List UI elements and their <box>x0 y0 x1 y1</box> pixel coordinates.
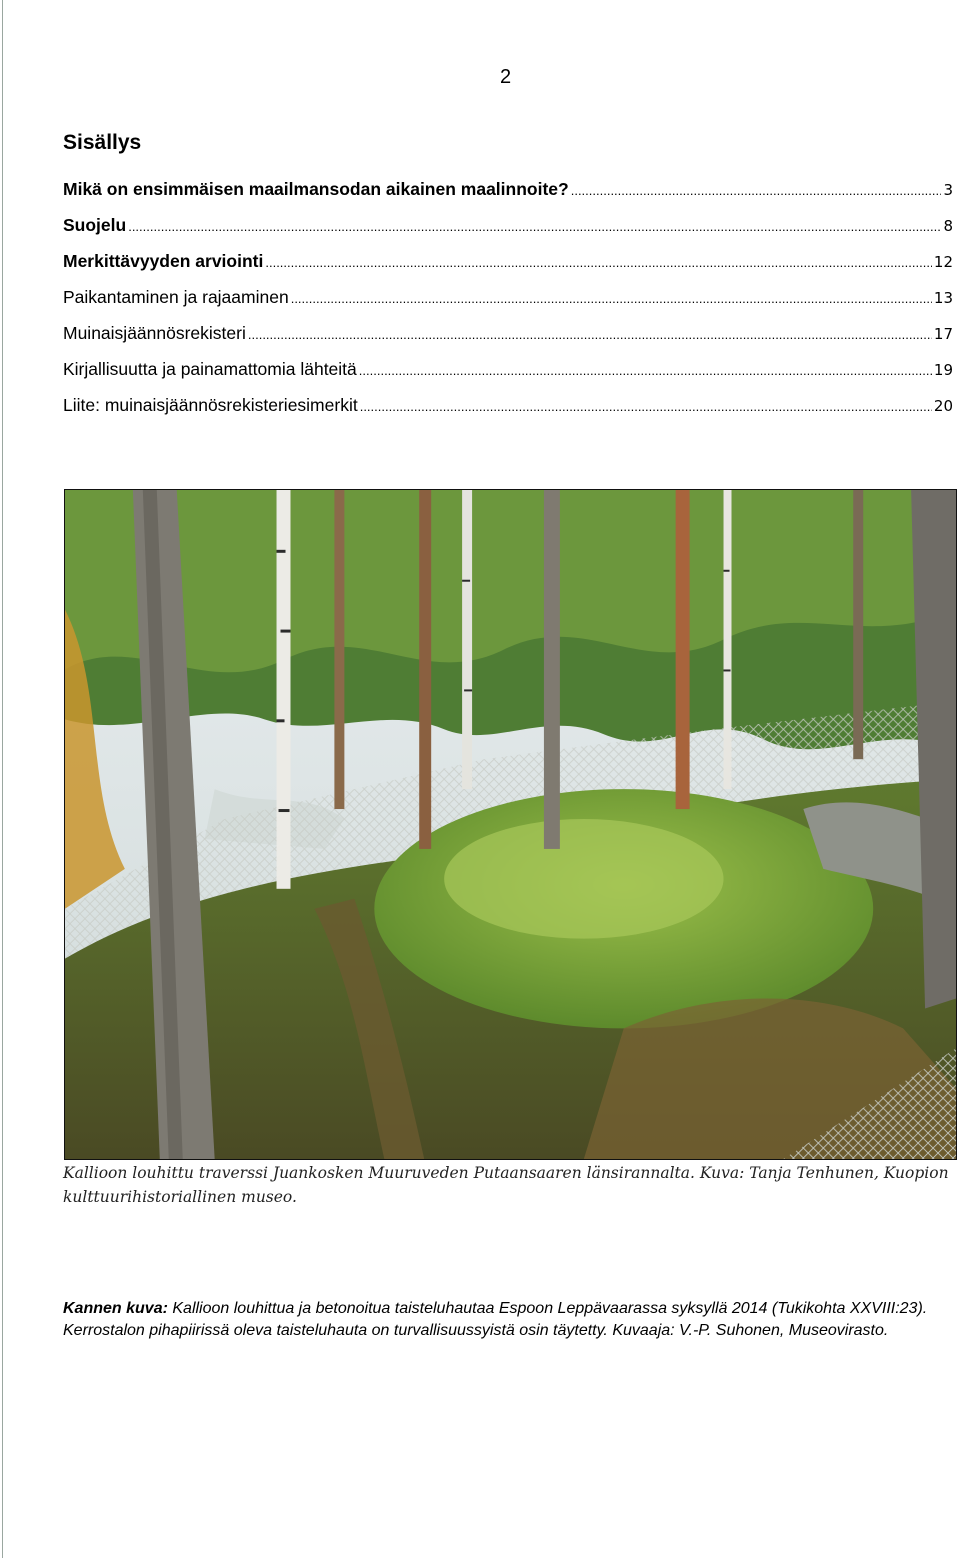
toc-entry-title: Paikantaminen ja rajaaminen <box>63 287 289 307</box>
toc-dot-leader <box>291 291 932 306</box>
cover-photo-caption <box>63 1298 953 1342</box>
toc-entry-page: 13 <box>933 289 953 307</box>
cover-caption-lead: Kannen kuva: <box>63 1300 168 1317</box>
toc-entry[interactable] <box>63 359 953 395</box>
page-margin-rule <box>2 0 3 1558</box>
toc-dot-leader <box>360 399 932 414</box>
toc-entry[interactable] <box>63 179 953 215</box>
toc-entry-page: 3 <box>943 181 953 199</box>
toc-heading: Sisällys <box>63 131 142 154</box>
toc-entry-page: 8 <box>943 217 953 235</box>
toc-entry[interactable] <box>63 215 953 251</box>
forest-trench-photo <box>64 489 957 1160</box>
toc-dot-leader <box>359 363 932 378</box>
toc-entry[interactable] <box>63 323 953 359</box>
toc-entry-title: Kirjallisuutta ja painamattomia lähteitä <box>63 359 357 379</box>
toc-entry-title: Mikä on ensimmäisen maailmansodan aikainen maalinnoite? <box>63 179 569 199</box>
toc-entry-title: Liite: muinaisjäännösrekisteriesimerkit <box>63 395 358 415</box>
toc-entry-page: 12 <box>933 253 953 271</box>
toc-dot-leader <box>128 219 941 234</box>
toc-entry-page: 17 <box>933 325 953 343</box>
photo-caption: Kallioon louhittu traverssi Juankosken Muuruveden Putaansaaren länsirannalta. Kuva: Tanja Tenhunen, Kuopion kulttuurihistoriallinen museo. <box>63 1164 949 1206</box>
toc-entry[interactable] <box>63 287 953 323</box>
page-number: 2 <box>500 66 512 88</box>
toc-entry-title: Suojelu <box>63 215 127 235</box>
toc-entry[interactable] <box>63 251 953 287</box>
toc-dot-leader <box>571 183 942 198</box>
toc-entry[interactable] <box>63 395 953 431</box>
forest-photo-illustration <box>65 490 956 1159</box>
toc-dot-leader <box>248 327 932 342</box>
toc-entry-title: Muinaisjäännösrekisteri <box>63 323 246 343</box>
cover-caption-text: Kallioon louhittua ja betonoitua taisteluhautaa Espoon Leppävaarassa syksyllä 2014 (Tukikohta XXVIII:23). Kerrostalon pihapiirissä oleva taisteluhauta on turvallisuussyistä osin täytetty. Kuvaaja: V.-P. Suhonen, Museovirasto. <box>63 1300 928 1339</box>
toc-dot-leader <box>265 255 932 270</box>
toc-entry-page: 19 <box>933 361 953 379</box>
toc-entry-page: 20 <box>933 397 953 415</box>
table-of-contents <box>63 179 953 431</box>
toc-entry-title: Merkittävyyden arviointi <box>63 251 264 271</box>
